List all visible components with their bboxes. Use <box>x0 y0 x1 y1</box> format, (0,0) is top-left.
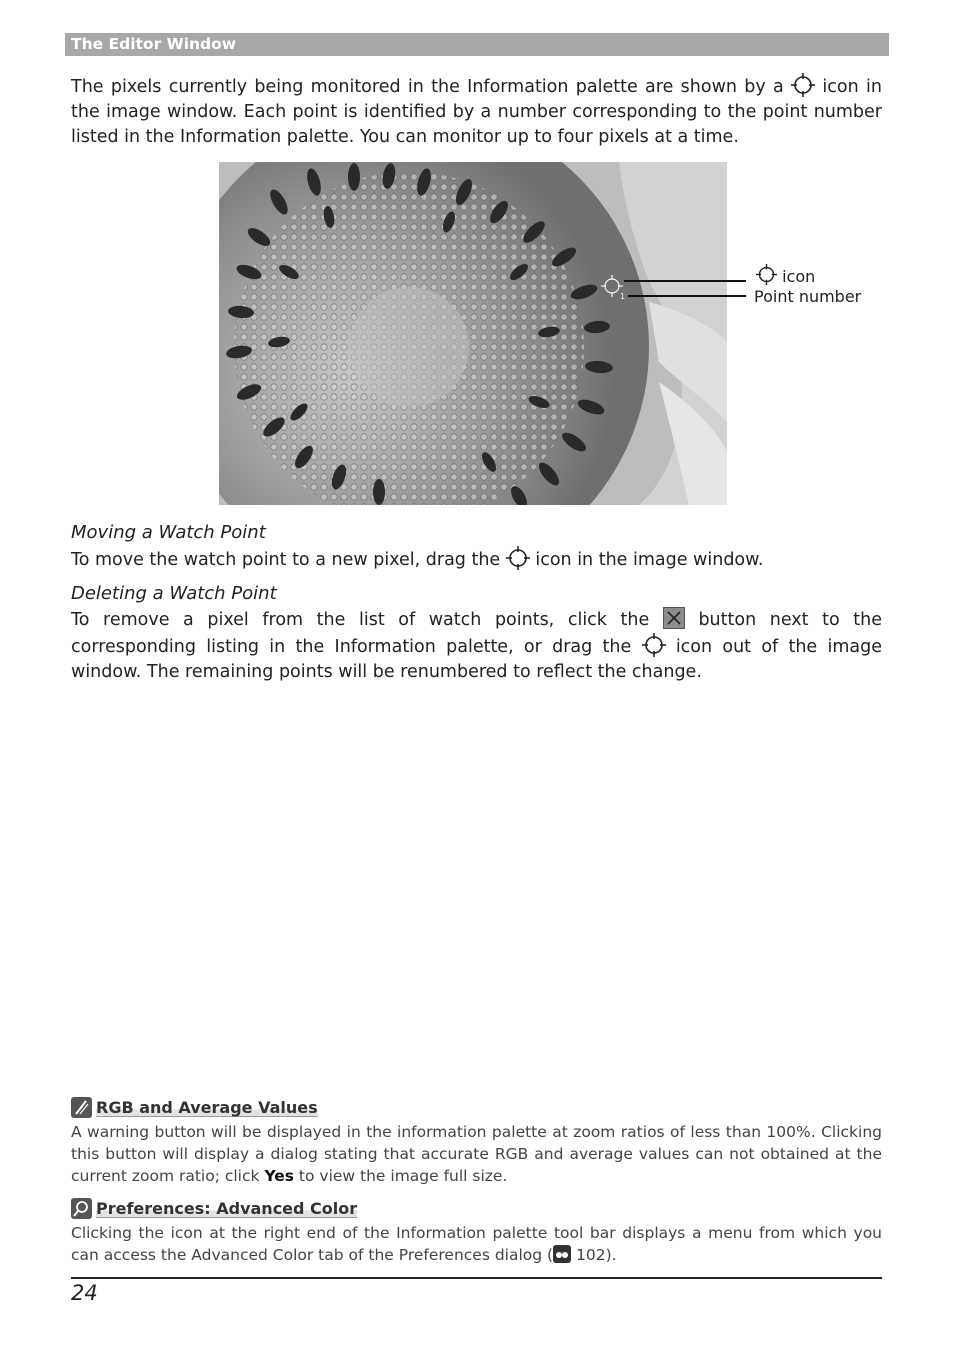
callout-line-point-number <box>628 295 746 297</box>
watch-point-icon <box>642 633 666 657</box>
note-prefs-heading: Preferences: Advanced Color <box>71 1198 357 1219</box>
watch-point-icon <box>756 264 777 285</box>
callout-icon-label: icon <box>756 264 815 286</box>
preferences-tip-icon <box>71 1198 92 1219</box>
remove-point-button-icon <box>663 607 685 629</box>
page-number: 24 <box>71 1281 98 1305</box>
callout-line-icon <box>624 280 746 282</box>
intro-paragraph: The pixels currently being monitored in the Information palette are shown by a icon in the image window. Each point is identified by a number corresponding to the point number listed in the Information palette. You can monitor up to four pixels at a time. <box>71 73 882 150</box>
point-number-marker: 1 <box>620 292 626 301</box>
footer-rule <box>71 1277 882 1279</box>
deleting-paragraph: To remove a pixel from the list of watch points, click the button next to the corresponding listing in the Information palette, or drag the icon out of the image window. The remaining points will be renumbered to reflect the change. <box>71 607 882 685</box>
sunflower-image <box>219 162 727 505</box>
section-header: The Editor Window <box>65 33 889 56</box>
page-reference-icon <box>553 1245 571 1263</box>
watch-point-icon <box>791 73 815 97</box>
watch-point-icon <box>506 546 530 570</box>
deleting-heading: Deleting a Watch Point <box>71 583 277 604</box>
note-rgb-body: A warning button will be displayed in the information palette at zoom ratios of less than 100%. Clicking this button will display a dialog stating that accurate RGB and average values can not obtained at the current zoom ratio; click Yes to view the image full size. <box>71 1123 882 1185</box>
pencil-note-icon <box>71 1097 92 1118</box>
callout-point-number-label: Point number <box>754 287 862 306</box>
note-prefs-body: Clicking the icon at the right end of the Information palette tool bar displays a menu from which you can access the Advanced Color tab of the Preferences dialog ( 102). <box>71 1224 882 1264</box>
note-rgb-heading: RGB and Average Values <box>71 1097 318 1118</box>
moving-paragraph: To move the watch point to a new pixel, drag the icon in the image window. <box>71 546 882 573</box>
moving-heading: Moving a Watch Point <box>71 522 266 543</box>
